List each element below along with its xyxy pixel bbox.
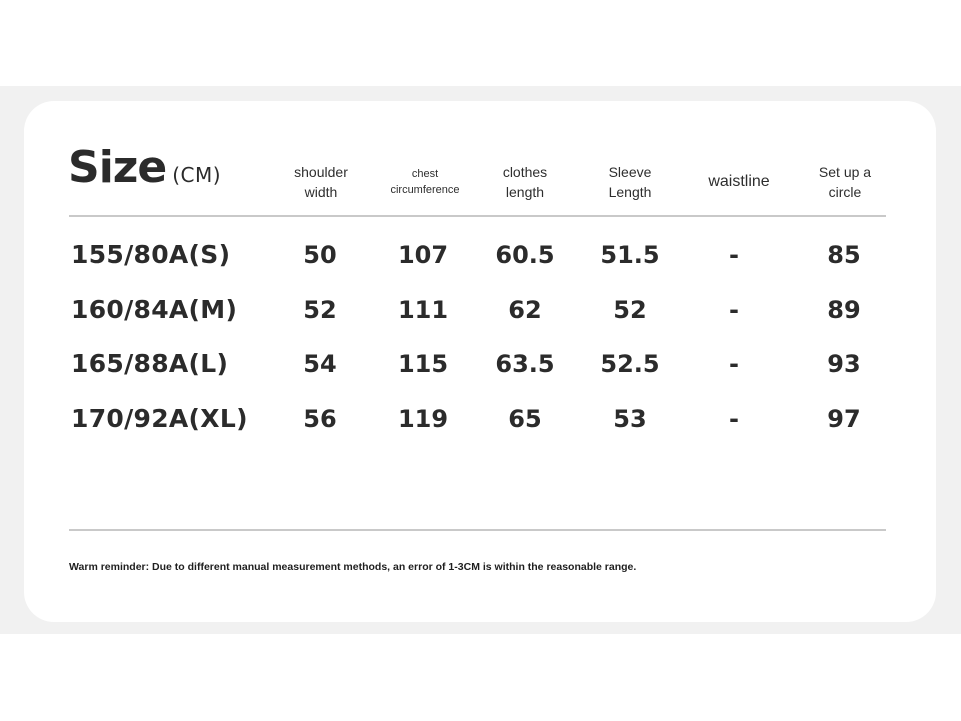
size-label: 155/80A(S) [71, 240, 231, 269]
cell-clothes-length: 60.5 [495, 241, 555, 269]
cell-clothes-length: 65 [508, 405, 542, 433]
header-chest-circumference: chest circumference [390, 168, 460, 196]
cell-sleeve-length: 52 [613, 296, 647, 324]
cell-set-up-a-circle: 85 [827, 241, 861, 269]
cell-chest-circumference: 119 [397, 405, 449, 433]
header-shoulder-width: shoulder width [294, 164, 348, 200]
size-label: 170/92A(XL) [71, 404, 248, 433]
size-label: 165/88A(L) [71, 349, 229, 378]
header-set-up-a-circle: Set up a circle [818, 164, 872, 200]
cell-clothes-length: 63.5 [495, 350, 555, 378]
footer-divider [69, 529, 886, 531]
cell-waistline: - [729, 350, 739, 378]
cell-chest-circumference: 107 [397, 241, 449, 269]
cell-waistline: - [729, 241, 739, 269]
table-row [0, 235, 961, 275]
cell-sleeve-length: 52.5 [600, 350, 660, 378]
cell-chest-circumference: 115 [397, 350, 449, 378]
cell-chest-circumference: 111 [397, 296, 449, 324]
header-clothes-length: clothes length [502, 164, 548, 200]
table-row [0, 290, 961, 330]
cell-waistline: - [729, 405, 739, 433]
warm-reminder: Warm reminder: Due to different manual measurement methods, an error of 1-3CM is within the reasonable range. [69, 561, 637, 573]
cell-shoulder-width: 52 [303, 296, 337, 324]
table-row [0, 399, 961, 439]
cell-set-up-a-circle: 93 [827, 350, 861, 378]
table-row [0, 344, 961, 384]
cell-waistline: - [729, 296, 739, 324]
header-sleeve-length: Sleeve Length [608, 164, 652, 200]
chart-title [68, 142, 221, 198]
cell-sleeve-length: 53 [613, 405, 647, 433]
header-waistline: waistline [708, 173, 770, 190]
cell-sleeve-length: 51.5 [600, 241, 660, 269]
size-label: 160/84A(M) [71, 295, 238, 324]
cell-shoulder-width: 56 [303, 405, 337, 433]
cell-set-up-a-circle: 97 [827, 405, 861, 433]
cell-shoulder-width: 54 [303, 350, 337, 378]
title-text: Size [68, 142, 167, 193]
header-divider [69, 215, 886, 217]
title-unit: (CM) [172, 163, 222, 187]
cell-clothes-length: 62 [508, 296, 542, 324]
cell-shoulder-width: 50 [303, 241, 337, 269]
cell-set-up-a-circle: 89 [827, 296, 861, 324]
